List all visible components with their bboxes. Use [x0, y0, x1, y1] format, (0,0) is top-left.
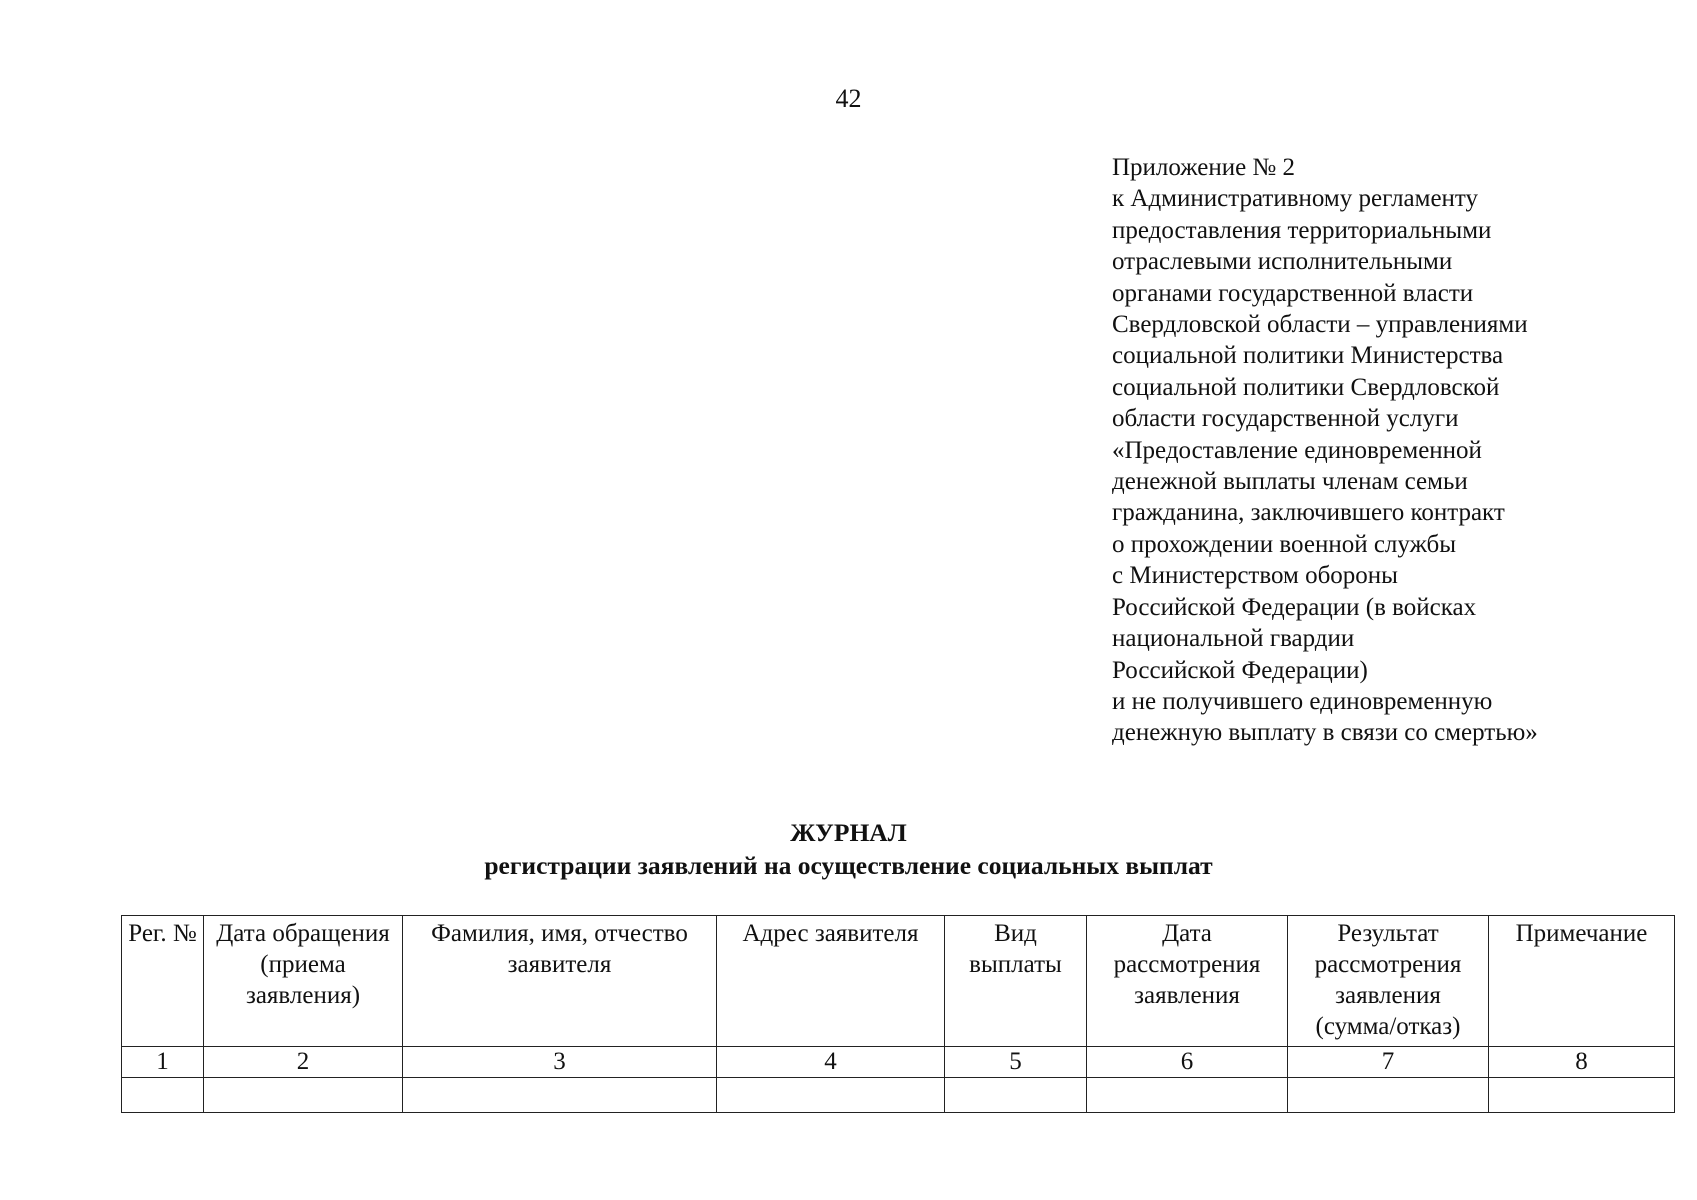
empty-cell	[1489, 1078, 1675, 1113]
journal-title-sub: регистрации заявлений на осуществление социальных выплат	[484, 851, 1213, 880]
appendix-line: социальной политики Свердловской	[1112, 373, 1500, 401]
appendix-note	[1112, 152, 1672, 749]
appendix-line: Российской Федерации (в войсках	[1112, 593, 1477, 621]
appendix-line: о прохождении военной службы	[1112, 530, 1457, 558]
column-number: 3	[403, 1047, 717, 1078]
appendix-line: денежную выплату в связи со смертью»	[1112, 719, 1538, 747]
empty-cell	[1288, 1078, 1489, 1113]
appendix-line: отраслевыми исполнительными	[1112, 248, 1453, 276]
empty-cell	[403, 1078, 717, 1113]
empty-cell	[122, 1078, 204, 1113]
header-review-date: Дата рассмотрения заявления	[1087, 916, 1288, 1047]
empty-cell	[204, 1078, 403, 1113]
appendix-line: денежной выплаты членам семьи	[1112, 468, 1468, 496]
appendix-line: с Министерством обороны	[1112, 562, 1398, 590]
empty-cell	[717, 1078, 945, 1113]
appendix-line: предоставления территориальными	[1112, 216, 1492, 244]
journal-table	[121, 915, 1675, 1113]
journal-title-main: ЖУРНАЛ	[790, 818, 907, 847]
empty-entry-row	[122, 1078, 1675, 1113]
empty-cell	[1087, 1078, 1288, 1113]
column-number: 7	[1288, 1047, 1489, 1078]
column-number: 5	[945, 1047, 1087, 1078]
header-reg-number: Рег. №	[122, 916, 204, 1047]
header-payment-type: Вид выплаты	[945, 916, 1087, 1047]
appendix-line: органами государственной власти	[1112, 279, 1474, 307]
column-number: 2	[204, 1047, 403, 1078]
appendix-line: национальной гвардии	[1112, 625, 1355, 653]
column-number-row	[122, 1047, 1675, 1078]
column-number: 4	[717, 1047, 945, 1078]
header-review-result: Результат рассмотрения заявления (сумма/отказ)	[1288, 916, 1489, 1047]
appendix-line: и не получившего единовременную	[1112, 687, 1493, 715]
appendix-line: области государственной услуги	[1112, 405, 1459, 433]
header-application-date: Дата обращения (приема заявления)	[204, 916, 403, 1047]
header-applicant-name: Фамилия, имя, отчество заявителя	[403, 916, 717, 1047]
appendix-line: гражданина, заключившего контракт	[1112, 499, 1505, 527]
appendix-line: Свердловской области – управлениями	[1112, 311, 1528, 339]
column-number: 6	[1087, 1047, 1288, 1078]
header-applicant-address: Адрес заявителя	[717, 916, 945, 1047]
appendix-line: к Административному регламенту	[1112, 185, 1479, 213]
appendix-line: социальной политики Министерства	[1112, 342, 1504, 370]
table-header-row	[122, 916, 1675, 1047]
header-note: Примечание	[1489, 916, 1675, 1047]
appendix-line: «Предоставление единовременной	[1112, 436, 1482, 464]
appendix-line: Российской Федерации)	[1112, 656, 1368, 684]
page-number: 42	[835, 84, 862, 113]
journal-title	[0, 816, 1697, 882]
empty-cell	[945, 1078, 1087, 1113]
column-number: 1	[122, 1047, 204, 1078]
column-number: 8	[1489, 1047, 1675, 1078]
appendix-line: Приложение № 2	[1112, 154, 1296, 181]
